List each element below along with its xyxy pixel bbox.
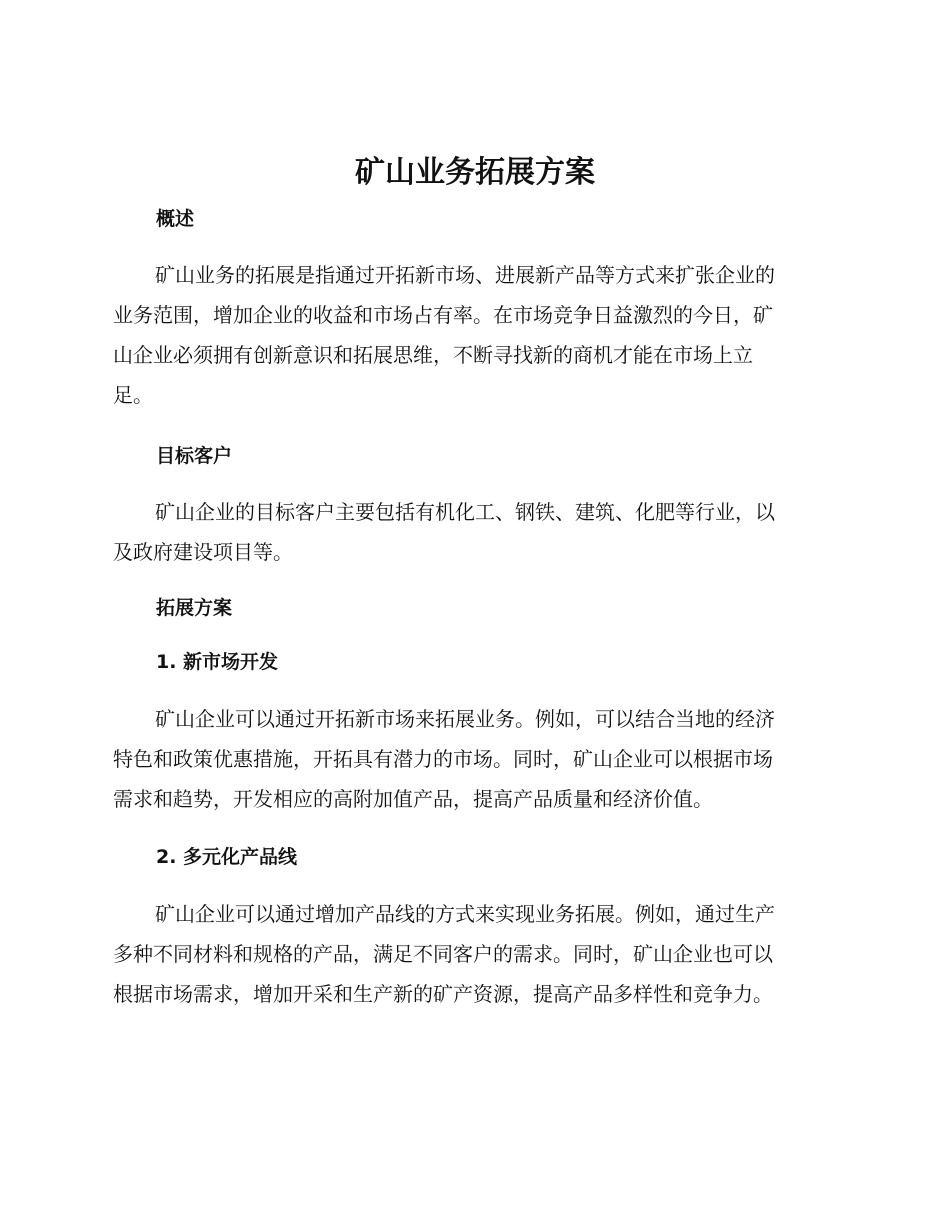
paragraph-line: 矿山企业可以通过增加产品线的方式来实现业务拓展。例如，通过生产 [155, 902, 775, 926]
paragraph-line: 山企业必须拥有创新意识和拓展思维，不断寻找新的商机才能在市场上立 [113, 343, 753, 367]
section-paragraph-target-customers [113, 492, 853, 572]
paragraph-line: 矿山业务的拓展是指通过开拓新市场、进展新产品等方式来扩张企业的 [155, 263, 775, 287]
paragraph-line: 矿山企业可以通过开拓新市场来拓展业务。例如，可以结合当地的经济 [155, 707, 775, 731]
section-heading-diversified-products: 2. 多元化产品线 [156, 846, 298, 868]
paragraph-line: 矿山企业的目标客户主要包括有机化工、钢铁、建筑、化肥等行业，以 [155, 500, 775, 524]
section-heading-new-market: 1. 新市场开发 [156, 651, 279, 673]
paragraph-line: 特色和政策优惠措施，开拓具有潜力的市场。同时，矿山企业可以根据市场 [113, 747, 773, 771]
paragraph-line: 足。 [113, 383, 153, 407]
paragraph-line: 及政府建设项目等。 [113, 540, 293, 564]
paragraph-line: 根据市场需求，增加开采和生产新的矿产资源，提高产品多样性和竞争力。 [113, 982, 773, 1006]
section-paragraph-diversified-products [113, 894, 853, 1014]
paragraph-line: 业务范围，增加企业的收益和市场占有率。在市场竞争日益激烈的今日，矿 [113, 303, 773, 327]
document-title: 矿山业务拓展方案 [355, 155, 595, 190]
section-paragraph-new-market [113, 699, 853, 819]
section-heading-target-customers: 目标客户 [156, 445, 233, 467]
paragraph-line: 需求和趋势，开发相应的高附加值产品，提高产品质量和经济价值。 [113, 787, 713, 811]
section-paragraph-overview [113, 255, 853, 415]
section-heading-expansion-plan: 拓展方案 [156, 597, 233, 619]
section-heading-overview: 概述 [156, 208, 195, 230]
paragraph-line: 多种不同材料和规格的产品，满足不同客户的需求。同时，矿山企业也可以 [113, 942, 773, 966]
